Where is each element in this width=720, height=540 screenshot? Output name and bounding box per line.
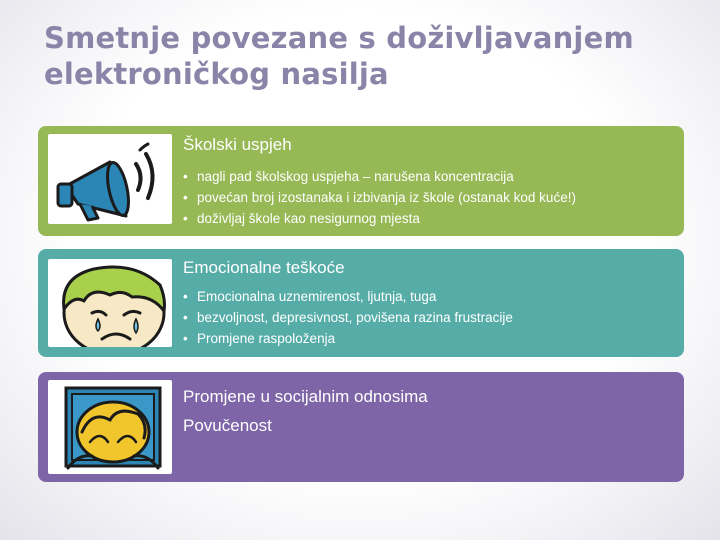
bullet-list <box>183 166 576 229</box>
bullet-list <box>183 286 513 349</box>
crying-face-icon <box>48 259 172 347</box>
card-title: Emocionalne teškoće <box>183 258 345 277</box>
card-line: Promjene u socijalnim odnosima <box>183 387 428 406</box>
list-item: • nagli pad školskog uspjeha – narušena koncentracija <box>183 166 576 187</box>
card-school-success <box>38 126 684 236</box>
slide-title <box>44 20 684 92</box>
title-line-1: Smetnje povezane s doživljavanjem <box>44 21 634 55</box>
megaphone-icon <box>48 134 172 224</box>
card-emotional-difficulties <box>38 249 684 357</box>
card-line: Povučenost <box>183 416 272 435</box>
list-item: • Emocionalna uznemirenost, ljutnja, tuga <box>183 286 513 307</box>
list-item: • doživljaj škole kao nesigurnog mjesta <box>183 208 576 229</box>
card-title: Školski uspjeh <box>183 135 292 154</box>
list-item: • Promjene raspoloženja <box>183 328 513 349</box>
hiding-person-icon <box>48 380 172 474</box>
title-line-2: elektroničkog nasilja <box>44 57 389 91</box>
list-item: • bezvoljnost, depresivnost, povišena razina frustracije <box>183 307 513 328</box>
card-social-relations <box>38 372 684 482</box>
list-item: • povećan broj izostanaka i izbivanja iz škole (ostanak kod kuće!) <box>183 187 576 208</box>
